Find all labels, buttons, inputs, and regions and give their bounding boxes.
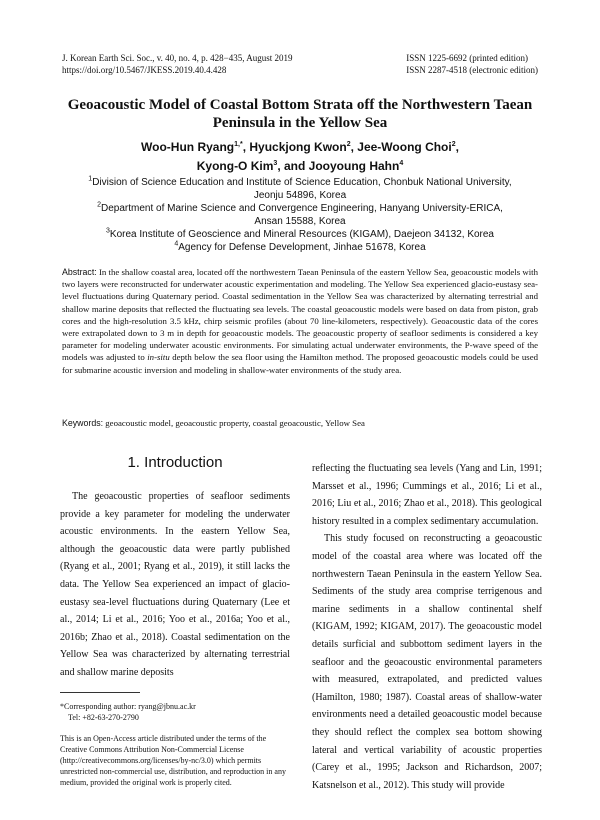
author-name: Hyuckjong Kwon (249, 140, 347, 154)
affiliation-list (40, 176, 560, 254)
affiliation-item (40, 202, 560, 215)
affiliation-sup: 4 (174, 240, 179, 248)
abstract-text-cont: depth below the sea floor using the Hamilton method. The proposed geoacoustic models could be used for submarine acoustic inversion and modeling in shallow-water environments of the study area. (62, 352, 538, 375)
author-conjunction: and (283, 159, 306, 173)
right-column (312, 460, 542, 794)
affiliation-item-cont: Ansan 15588, Korea (254, 216, 346, 227)
journal-header-left (62, 52, 292, 76)
keywords-label: Keywords: (62, 418, 104, 428)
issn-electronic: ISSN 2287-4518 (electronic edition) (406, 65, 538, 75)
affiliation-item-cont: Jeonju 54896, Korea (253, 190, 347, 201)
abstract-text: In the shallow coastal area, located off the northwestern Taean Peninsula of the eastern Yellow Sea, geoacoustic models with two layers were reconstructed for underwater acoustic experimentation and modeling. The Yellow Sea experienced glacio-eustasy sea-level fluctuations during Quaternary period. Coastal sedimentation in the Yellow Sea was characterized by alternating terrestrial and shallow marine deposits that reflected the fluctuating sea levels. The coastal geoacoustic models were based on data from piston, grab cores and the high-resolution 3.5 kHz, chirp seismic profiles (about 70 line-kilometers, respectively). Geoacoustic data of the cores were extrapolated down to 3 m in depth for geoacoustic models. The geoacoustic property of seafloor sediments is considered a key parameter for modeling underwater acoustic environments. For simulating actual underwater environments, the P-wave speed of the models was adjusted to (62, 267, 539, 363)
affiliation-item (40, 228, 560, 241)
abstract-label: Abstract: (62, 267, 97, 277)
issn-print: ISSN 1225-6692 (printed edition) (406, 53, 529, 63)
affiliation-item (40, 241, 560, 254)
affiliation-sup: 2 (97, 201, 102, 209)
author-name: Jooyoung Hahn (308, 159, 400, 173)
affiliation-sup: 3 (106, 227, 110, 235)
affiliation-item (40, 176, 560, 189)
corresponding-author: *Corresponding author: ryang@jbnu.ac.kr (60, 701, 196, 711)
journal-citation: J. Korean Earth Sci. Soc., v. 40, no. 4, p. 428−435, August 2019 (62, 53, 293, 63)
journal-header-right (406, 52, 538, 76)
left-column (60, 452, 290, 788)
author-tel: Tel: +82-63-270-2790 (68, 712, 139, 722)
author-sup: 3 (273, 160, 278, 167)
author-sup: 2 (451, 141, 456, 148)
author-name: Woo-Hun Ryang (141, 140, 235, 154)
keywords-text: geoacoustic model, geoacoustic property, coastal geoacoustic, Yellow Sea (105, 418, 365, 428)
abstract (62, 266, 538, 376)
paper-title: Geoacoustic Model of Coastal Bottom Strata off the Northwestern Taean Peninsula in the Yellow Sea (67, 97, 533, 131)
body-paragraph: reflecting the fluctuating sea levels (Yang and Lin, 1991; Marsset et al., 1996; Cummings et al., 2016; Li et al., 2016; Liu et al., 2016; Zhao et al., 2018). This geological history resulted in a complex sedimentary accumulation. (312, 463, 542, 527)
author-sup: 1,* (234, 141, 243, 148)
affiliation-text: Korea Institute of Geoscience and Mineral Resources (KIGAM), Daejeon 34132, Korea (109, 229, 494, 240)
author-sup: 4 (399, 160, 404, 167)
body-paragraph: This study focused on reconstructing a geoacoustic model of the coastal area where was located off the northwestern Taean Peninsula in the eastern Yellow Sea. Sediments of the study area comprise terrigenous and marine sediments in a shallow continental shelf (KIGAM, 1992; KIGAM, 2017). The geoacoustic model details surficial and subbottom sediment layers in the seafloor and the geoacoustic environmental parameters with measured, extrapolated, and predicted values (Hamilton, 1980; 1987). Coastal areas of shallow-water environments need a detailed geoacoustic model because they should reflect the complex sea bottom showing lateral and vertical variability of acoustic properties (Carey et al., 1995; Jackson and Richardson, 2007; Katsnelson et al., 2012). This study will provide (312, 533, 542, 791)
section-title: 1. Introduction (127, 454, 223, 471)
keywords (62, 418, 365, 428)
author-name: Jee-Woong Choi (357, 140, 452, 154)
affiliation-text: Agency for Defense Development, Jinhae 51678, Korea (178, 242, 426, 253)
affiliation-sup: 1 (88, 175, 93, 183)
footnote-divider (60, 692, 140, 693)
author-name: Kyong-O Kim (196, 159, 274, 173)
body-paragraph: The geoacoustic properties of seafloor sediments provide a key parameter for modeling the underwater acoustic environments. In the eastern Yellow Sea, although the geoacoustic data were partly published (Ryang et al., 2001; Ryang et al., 2019), it still lacks the data. The Yellow Sea experienced an impact of glacio-eustasy sea-level fluctuations during Quaternary (Lee et al., 2014; Li et al., 2016; Yoo et al., 2016a; Yoo et al., 2016b; Zhao et al., 2018). Coastal sedimentation on the Yellow Sea was characterized by alternating terrestrial and shallow marine deposits (60, 491, 290, 678)
author-list: Woo-Hun Ryang$^{1,*}$, Hyuckjong Kwon$^2$, Jee-Woong Choi$^2$, Kyong-O Kim$^3$, and Jooyoung Hahn$^4$ (141, 140, 459, 173)
author-sup: 2 (346, 141, 351, 148)
open-access-notice: This is an Open-Access article distributed under the terms of the Creative Commons Attribution Non-Commercial License (http://creativecommons.org/licenses/by-nc/3.0) which permits unrestricted non-commercial use, distribution, and reproduction in any medium, provided the original work is properly cited. (60, 733, 286, 787)
abstract-italic: in-situ (147, 352, 170, 363)
doi-link[interactable]: https://doi.org/10.5467/JKESS.2019.40.4.428 (62, 65, 227, 75)
affiliation-text: Division of Science Education and Institute of Science Education, Chonbuk National University, (92, 177, 512, 188)
affiliation-text: Department of Marine Science and Convergence Engineering, Hanyang University-ERICA, (101, 203, 503, 214)
